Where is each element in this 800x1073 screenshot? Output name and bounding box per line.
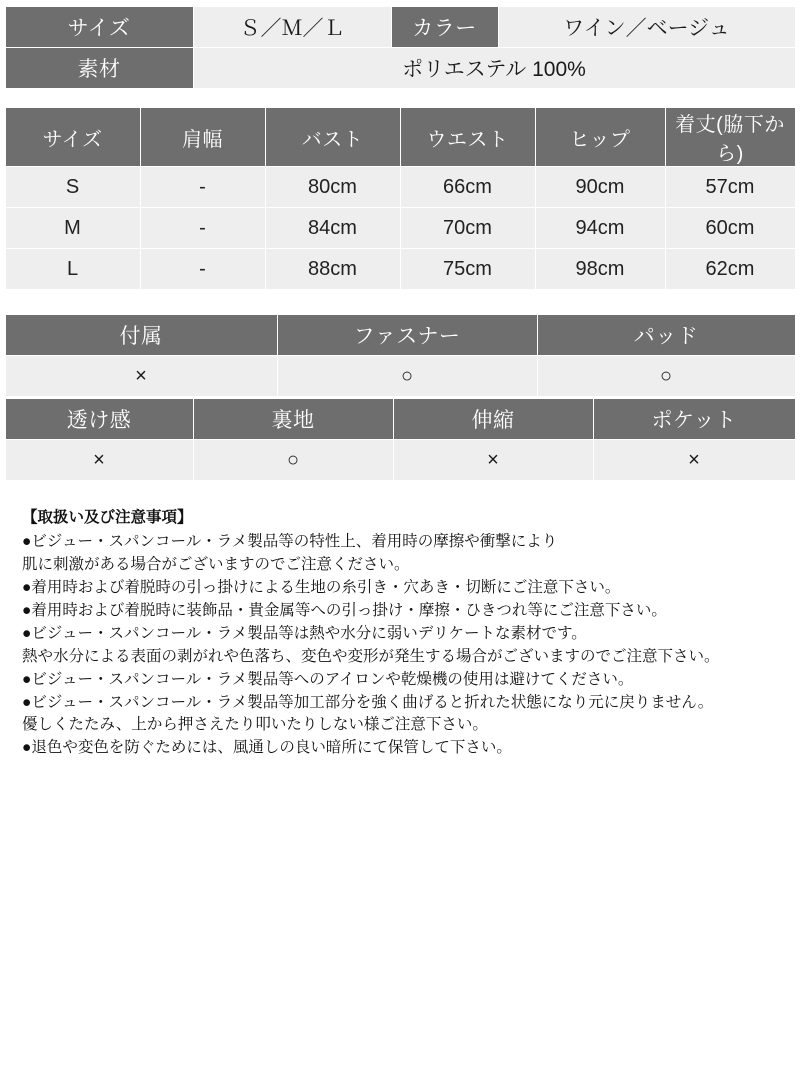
feature-header-sheerness: 透け感 xyxy=(5,399,193,440)
spec-color-value: ワイン／ベージュ xyxy=(498,7,795,48)
size-col-header-5: 着丈(脇下から) xyxy=(665,108,795,167)
feature-header-stretch: 伸縮 xyxy=(393,399,593,440)
care-note-line: 肌に刺激がある場合がございますのでご注意ください。 xyxy=(22,555,410,573)
size-row-s-bust: 80cm xyxy=(265,167,400,208)
features-table-2 xyxy=(5,398,796,481)
size-row-m-shoulder: - xyxy=(140,208,265,249)
feature-header-pad: パッド xyxy=(537,315,795,356)
size-col-header-3: ウエスト xyxy=(400,108,535,167)
size-row-l-waist: 75cm xyxy=(400,249,535,290)
feature-value-stretch: × xyxy=(393,440,593,481)
size-row-l-bust: 88cm xyxy=(265,249,400,290)
feature-value-zipper: ○ xyxy=(277,356,537,397)
care-note-line: ●ビジュー・スパンコール・ラメ製品等加工部分を強く曲げると折れた状態になり元に戻りません。 xyxy=(22,693,714,711)
care-note-line: 熱や水分による表面の剥がれや色落ち、変色や変形が発生する場合がございますのでご注意下さい。 xyxy=(22,647,720,665)
spacer xyxy=(0,290,800,308)
care-note-line: ●退色や変色を防ぐためには、風通しの良い暗所にて保管して下さい。 xyxy=(22,739,512,757)
product-spec-page xyxy=(0,6,800,760)
size-chart-header-row xyxy=(5,108,795,167)
size-row-m-size: M xyxy=(5,208,140,249)
size-row-s-size: S xyxy=(5,167,140,208)
feature-header-zipper: ファスナー xyxy=(277,315,537,356)
size-col-header-2: バスト xyxy=(265,108,400,167)
table-row xyxy=(5,356,795,397)
features-table-1 xyxy=(5,314,796,397)
feature-value-sheerness: × xyxy=(5,440,193,481)
size-row-s-hip: 90cm xyxy=(535,167,665,208)
care-note-line: ●ビジュー・スパンコール・ラメ製品等へのアイロンや乾燥機の使用は避けてください。 xyxy=(22,670,634,688)
table-row xyxy=(5,249,795,290)
table-row xyxy=(5,7,795,48)
size-row-s-shoulder: - xyxy=(140,167,265,208)
care-note-line: ●ビジュー・スパンコール・ラメ製品等は熱や水分に弱いデリケートな素材です。 xyxy=(22,624,587,642)
feature-value-lining: ○ xyxy=(193,440,393,481)
care-note-line: 優しくたたみ、上から押さえたり叩いたりしない様ご注意下さい。 xyxy=(22,716,488,734)
size-col-header-0: サイズ xyxy=(5,108,140,167)
table-row xyxy=(5,208,795,249)
table-row xyxy=(5,48,795,89)
care-notes-title: 【取扱い及び注意事項】 xyxy=(22,509,193,526)
size-row-m-bust: 84cm xyxy=(265,208,400,249)
spacer xyxy=(0,89,800,107)
spec-material-value: ポリエステル 100% xyxy=(193,48,795,89)
spec-material-header: 素材 xyxy=(5,48,193,89)
feature-value-accessory: × xyxy=(5,356,277,397)
size-chart-table xyxy=(5,107,796,290)
size-row-l-length: 62cm xyxy=(665,249,795,290)
table-row xyxy=(5,167,795,208)
table-row xyxy=(5,440,795,481)
spec-table xyxy=(5,6,796,89)
size-row-l-size: L xyxy=(5,249,140,290)
care-note-line: ●ビジュー・スパンコール・ラメ製品等の特性上、着用時の摩擦や衝撃により xyxy=(22,532,558,550)
table-row xyxy=(5,315,795,356)
size-row-l-hip: 98cm xyxy=(535,249,665,290)
feature-header-accessory: 付属 xyxy=(5,315,277,356)
care-note-line: ●着用時および着脱時の引っ掛けによる生地の糸引き・穴あき・切断にご注意下さい。 xyxy=(22,578,621,596)
size-row-l-shoulder: - xyxy=(140,249,265,290)
spec-size-header: サイズ xyxy=(5,7,193,48)
size-row-m-waist: 70cm xyxy=(400,208,535,249)
size-row-s-length: 57cm xyxy=(665,167,795,208)
size-row-s-waist: 66cm xyxy=(400,167,535,208)
feature-header-pocket: ポケット xyxy=(593,399,795,440)
size-col-header-4: ヒップ xyxy=(535,108,665,167)
table-row xyxy=(5,399,795,440)
size-row-m-hip: 94cm xyxy=(535,208,665,249)
care-notes xyxy=(22,507,788,760)
feature-value-pocket: × xyxy=(593,440,795,481)
spec-size-value: Ｓ／Ｍ／Ｌ xyxy=(193,7,391,48)
size-col-header-1: 肩幅 xyxy=(140,108,265,167)
feature-value-pad: ○ xyxy=(537,356,795,397)
size-row-m-length: 60cm xyxy=(665,208,795,249)
feature-header-lining: 裏地 xyxy=(193,399,393,440)
spec-color-header: カラー xyxy=(391,7,498,48)
care-note-line: ●着用時および着脱時に装飾品・貴金属等への引っ掛け・摩擦・ひきつれ等にご注意下さい。 xyxy=(22,601,667,619)
